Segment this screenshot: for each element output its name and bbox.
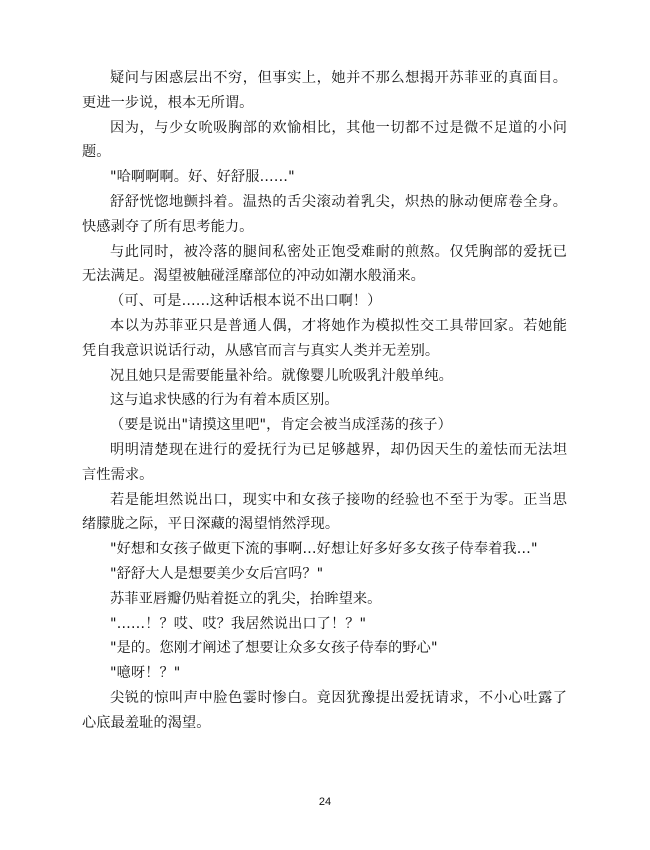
body-text — [82, 66, 567, 736]
paragraph: 与此同时，被冷落的腿间私密处正饱受难耐的煎熬。仅凭胸部的爱抚已无法满足。渴望被触碰淫靡部位的冲动如潮水般涌来。 — [82, 243, 567, 285]
paragraph: 尖锐的惊叫声中脸色霎时惨白。竟因犹豫提出爱抚请求，不小心吐露了心底最羞耻的渴望。 — [82, 689, 567, 731]
paragraph: 若是能坦然说出口，现实中和女孩子接吻的经验也不至于为零。正当思绪朦胧之际，平日深藏的渴望悄然浮现。 — [82, 491, 567, 533]
paragraph: 这与追求快感的行为有着本质区别。 — [110, 392, 339, 409]
paragraph: 况且她只是需要能量补给。就像婴儿吮吸乳汁般单纯。 — [110, 367, 453, 384]
paragraph: 明明清楚现在进行的爱抚行为已足够越界，却仍因天生的羞怯而无法坦言性需求。 — [82, 441, 567, 483]
paragraph: "舒舒大人是想要美少女后宫吗？" — [110, 565, 324, 582]
paragraph: 因为，与少女吮吸胸部的欢愉相比，其他一切都不过是微不足道的小问题。 — [82, 119, 567, 161]
paragraph: 苏菲亚唇瓣仍贴着挺立的乳尖，抬眸望来。 — [110, 590, 382, 607]
paragraph: （要是说出"请摸这里吧"，肯定会被当成淫荡的孩子） — [110, 417, 452, 434]
page-number: 24 — [318, 796, 332, 808]
paragraph: "……！？哎、哎？我居然说出口了！？" — [110, 615, 367, 632]
paragraph: 疑问与困惑层出不穷，但事实上，她并不那么想揭开苏菲亚的真面目。更进一步说，根本无所谓。 — [82, 70, 567, 111]
paragraph: "好想和女孩子做更下流的事啊…好想让好多好多女孩子侍奉着我…" — [110, 541, 538, 558]
paragraph: "哈啊啊啊。好、好舒服……" — [110, 169, 295, 186]
paragraph: "噫呀！？" — [110, 665, 181, 682]
paragraph: 本以为苏菲亚只是普通人偶，才将她作为模拟性交工具带回家。若她能凭自我意识说话行动，从感官而言与真实人类并无差别。 — [82, 317, 567, 359]
paragraph: "是的。您刚才阐述了想要让众多女孩子侍奉的野心" — [110, 640, 438, 657]
paragraph: （可、可是……这种话根本说不出口啊！） — [110, 293, 382, 310]
paragraph: 舒舒恍惚地颤抖着。温热的舌尖滚动着乳尖，炽热的脉动便席卷全身。快感剥夺了所有思考能力。 — [82, 193, 567, 235]
